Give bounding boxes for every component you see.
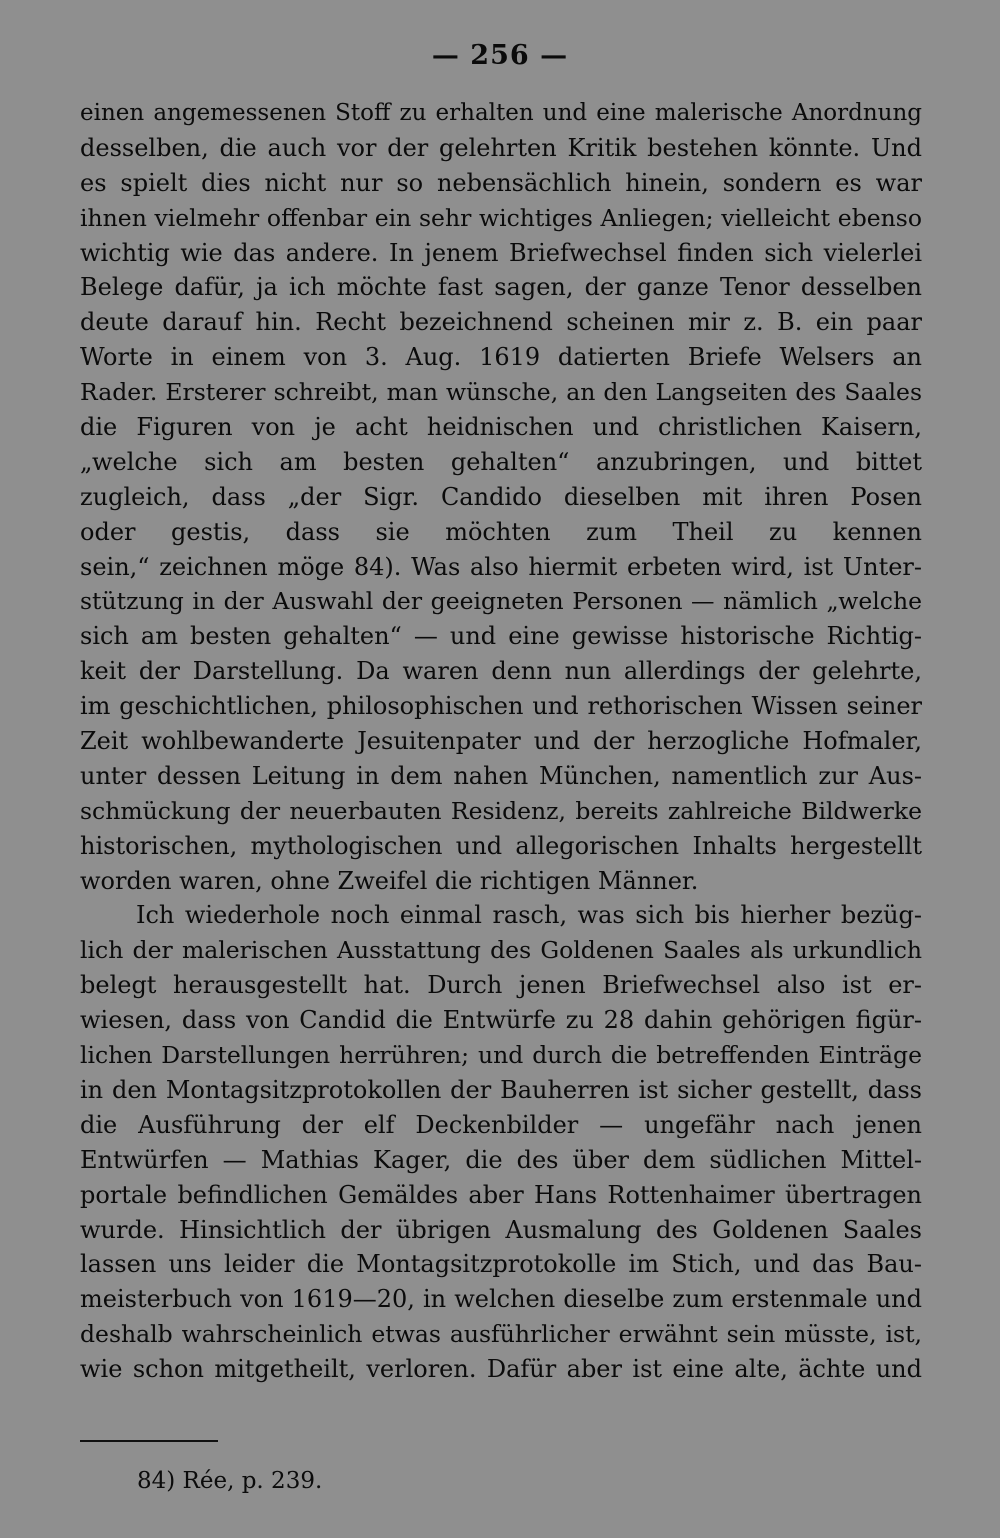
text-line: desselben, die auch vor der gelehrten Kritik bestehen könnte. Und <box>80 133 922 162</box>
text-line: „welche sich am besten gehalten“ anzubringen, und bittet <box>80 447 922 476</box>
text-line: keit der Darstellung. Da waren denn nun allerdings der gelehrte, <box>80 657 922 686</box>
body-text <box>80 96 922 1387</box>
text-line: wichtig wie das andere. In jenem Briefwechsel finden sich vielerlei <box>80 238 922 267</box>
footnote: 84) Rée, p. 239. <box>137 1468 323 1494</box>
text-line: belegt herausgestellt hat. Durch jenen Briefwechsel also ist er- <box>80 971 922 1000</box>
text-line: Ich wiederhole noch einmal rasch, was sich bis hierher bezüg- <box>136 901 922 930</box>
paragraph <box>80 96 922 898</box>
text-line: schmückung der neuerbauten Residenz, bereits zahlreiche Bildwerke <box>80 796 922 825</box>
text-line: meisterbuch von 1619—20, in welchen dieselbe zum erstenmale und <box>80 1285 922 1314</box>
text-line: im geschichtlichen, philosophischen und rethorischen Wissen seiner <box>80 692 922 721</box>
text-line: Entwürfen — Mathias Kager, die des über dem südlichen Mittel- <box>80 1145 922 1174</box>
page-number: — 256 — <box>431 40 569 71</box>
text-line: wie schon mitgetheilt, verloren. Dafür aber ist eine alte, ächte und <box>80 1355 922 1384</box>
text-line: stützung in der Auswahl der geeigneten Personen — nämlich „welche <box>80 587 922 616</box>
text-line: Worte in einem von 3. Aug. 1619 datierten Briefe Welsers an <box>80 343 922 372</box>
text-line: sich am besten gehalten“ — und eine gewisse historische Richtig- <box>80 622 922 651</box>
text-line: sein,“ zeichnen möge 84). Was also hiermit erbeten wird, ist Unter- <box>80 552 922 581</box>
text-line: Zeit wohlbewanderte Jesuitenpater und der herzogliche Hofmaler, <box>80 727 922 756</box>
text-line: Belege dafür, ja ich möchte fast sagen, der ganze Tenor desselben <box>80 273 922 302</box>
text-line: lassen uns leider die Montagsitzprotokolle im Stich, und das Bau- <box>80 1250 922 1279</box>
text-line: deshalb wahrscheinlich etwas ausführlicher erwähnt sein müsste, ist, <box>80 1320 922 1349</box>
text-line: portale befindlichen Gemäldes aber Hans Rottenhaimer übertragen <box>80 1180 922 1209</box>
text-line: zugleich, dass „der Sigr. Candido dieselben mit ihren Posen <box>80 482 922 511</box>
text-line: in den Montagsitzprotokollen der Bauherren ist sicher gestellt, dass <box>80 1075 922 1104</box>
text-line: oder gestis, dass sie möchten zum Theil zu kennen <box>80 517 922 546</box>
text-line: lich der malerischen Ausstattung des Goldenen Saales als urkundlich <box>80 936 922 965</box>
text-line: worden waren, ohne Zweifel die richtigen Männer. <box>80 866 699 895</box>
text-line: wiesen, dass von Candid die Entwürfe zu 28 dahin gehörigen figür- <box>80 1006 922 1035</box>
text-line: ihnen vielmehr offenbar ein sehr wichtiges Anliegen; vielleicht ebenso <box>80 203 922 232</box>
text-line: die Ausführung der elf Deckenbilder — ungefähr nach jenen <box>80 1110 922 1139</box>
text-line: unter dessen Leitung in dem nahen München, namentlich zur Aus- <box>80 761 922 790</box>
text-line: einen angemessenen Stoff zu erhalten und eine malerische Anordnung <box>80 100 922 126</box>
text-line: es spielt dies nicht nur so nebensächlich hinein, sondern es war <box>80 168 922 197</box>
text-line: deute darauf hin. Recht bezeichnend scheinen mir z. B. ein paar <box>80 308 922 337</box>
paragraph <box>80 898 922 1386</box>
text-line: historischen, mythologischen und allegorischen Inhalts hergestellt <box>80 831 922 860</box>
footnote-divider <box>80 1440 218 1442</box>
text-line: wurde. Hinsichtlich der übrigen Ausmalung des Goldenen Saales <box>80 1215 922 1244</box>
text-line: lichen Darstellungen herrühren; und durch die betreffenden Einträge <box>80 1041 922 1070</box>
text-line: die Figuren von je acht heidnischen und christlichen Kaisern, <box>80 413 922 442</box>
text-line: Rader. Ersterer schreibt, man wünsche, an den Langseiten des Saales <box>80 378 922 407</box>
